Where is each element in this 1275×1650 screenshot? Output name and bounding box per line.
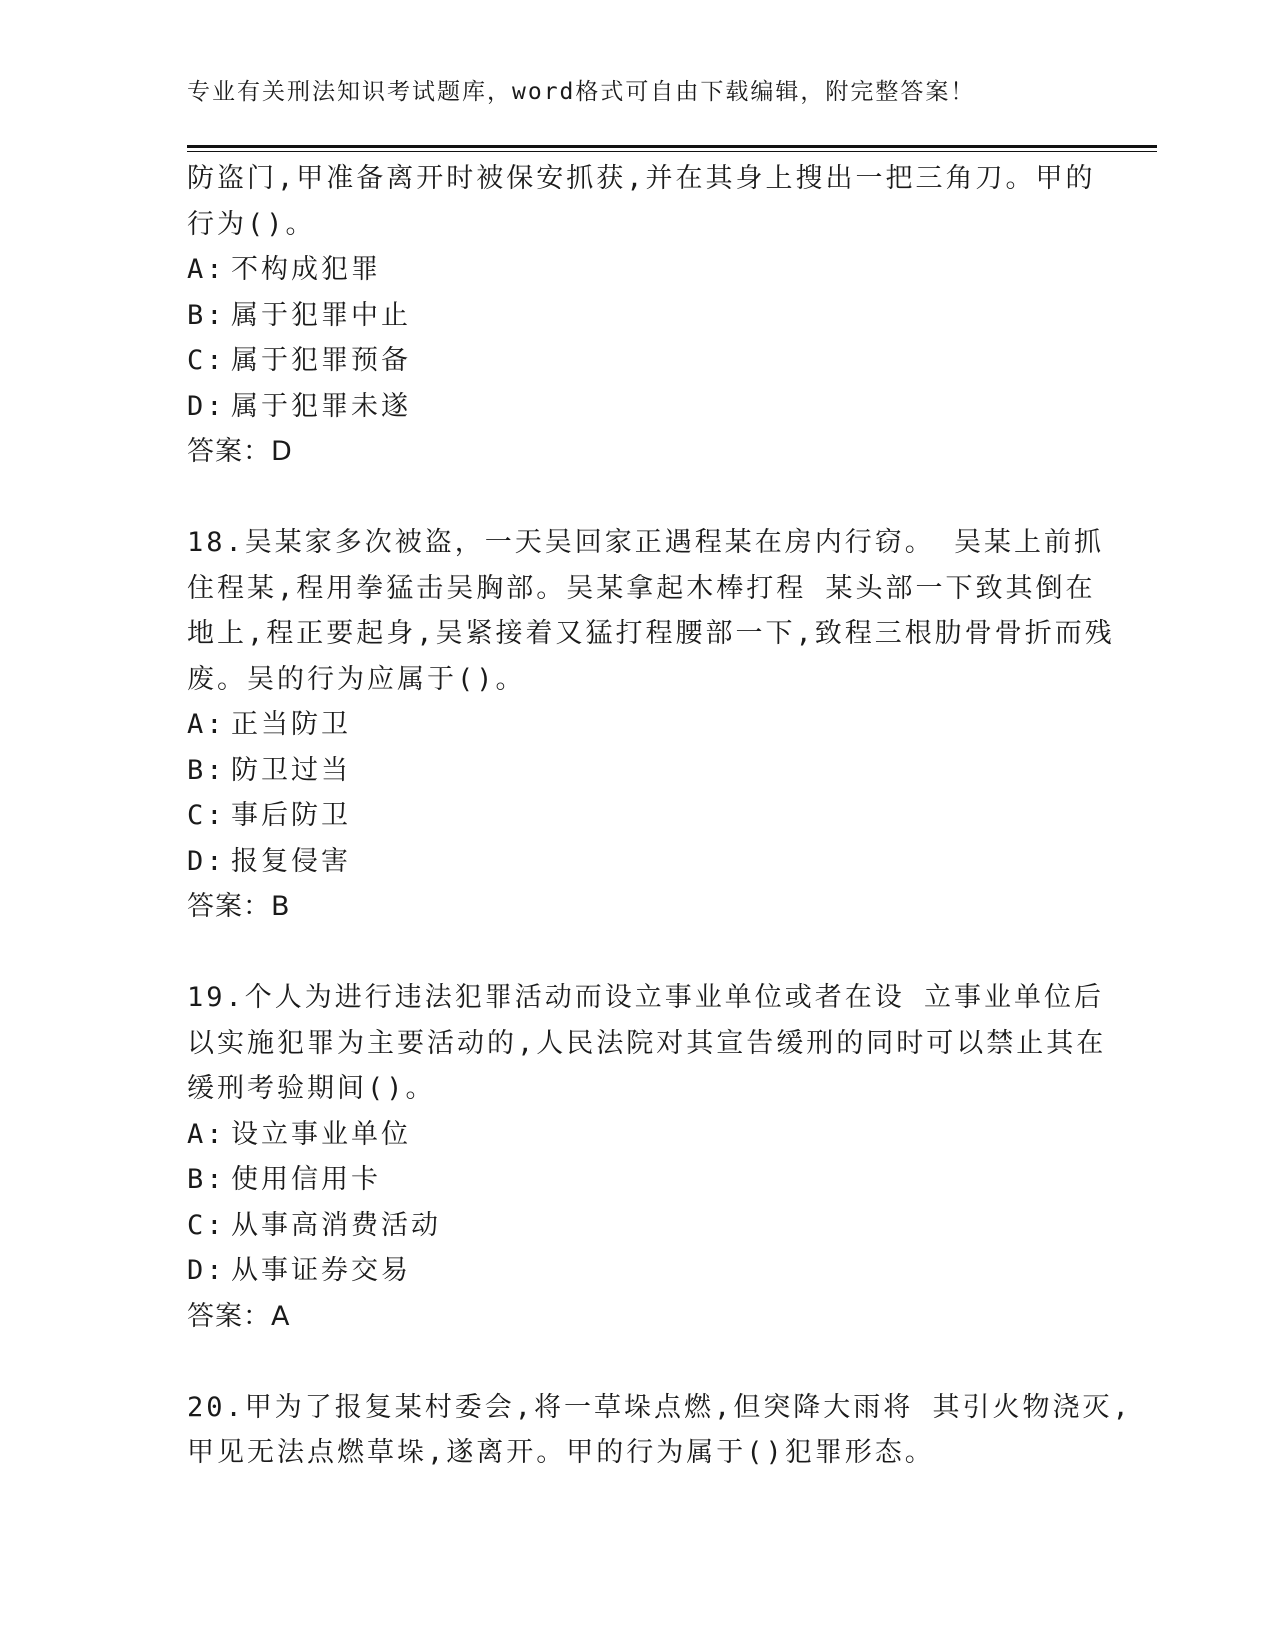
option-text: 防卫过当	[231, 754, 351, 786]
question-text-line: 19.个人为进行违法犯罪活动而设立事业单位或者在设 立事业单位后	[187, 982, 1105, 1013]
option-text: 属于犯罪中止	[231, 299, 411, 331]
option-text: 设立事业单位	[231, 1118, 411, 1150]
option-text: 不构成犯罪	[231, 254, 381, 285]
option-key: D:	[187, 845, 226, 877]
option-a	[187, 247, 1107, 293]
question-text-line: 防盗门,甲准备离开时被保安抓获,并在其身上搜出一把三角刀。甲的	[187, 163, 1096, 194]
question-list	[187, 156, 1132, 1521]
option-text: 从事高消费活动	[231, 1209, 441, 1241]
option-a	[187, 1112, 1107, 1158]
question-text-line: 20.甲为了报复某村委会,将一草垛点燃,但突降大雨将 其引火物浇灭,	[187, 1391, 1132, 1423]
option-key: A:	[187, 709, 226, 740]
option-key: A:	[187, 254, 226, 285]
option-text: 事后防卫	[231, 800, 351, 831]
question-block	[187, 156, 1107, 475]
header-rule-thick	[187, 145, 1157, 148]
question-text-line: 废。吴的行为应属于()。	[187, 663, 526, 695]
option-b	[187, 1157, 1107, 1203]
option-d	[187, 839, 1107, 885]
option-text: 报复侵害	[231, 845, 351, 877]
option-c	[187, 793, 1107, 839]
option-key: D:	[187, 390, 226, 422]
option-b	[187, 748, 1107, 794]
option-text: 属于犯罪未遂	[231, 390, 411, 422]
option-key: A:	[187, 1118, 226, 1150]
header-rule-thin	[187, 151, 1157, 152]
question-text-line: 住程某,程用拳猛击吴胸部。吴某拿起木棒打程 某头部一下致其倒在	[187, 572, 1096, 604]
question-block	[187, 1385, 1132, 1476]
question-text-line: 缓刑考验期间()。	[187, 1073, 436, 1104]
option-d	[187, 384, 1107, 430]
question-block	[187, 975, 1107, 1339]
page-header: 专业有关刑法知识考试题库，word格式可自由下载编辑，附完整答案！	[187, 79, 976, 105]
option-key: B:	[187, 754, 226, 786]
option-c	[187, 338, 1107, 384]
question-text-line: 行为()。	[187, 208, 316, 240]
option-key: C:	[187, 345, 226, 376]
option-b	[187, 293, 1107, 339]
option-key: B:	[187, 1164, 226, 1195]
option-key: C:	[187, 800, 226, 831]
option-key: B:	[187, 299, 226, 331]
answer-line: 答案：B	[187, 891, 291, 922]
option-key: C:	[187, 1209, 226, 1241]
option-a	[187, 702, 1107, 748]
question-block	[187, 520, 1115, 930]
option-key: D:	[187, 1255, 226, 1286]
option-text: 正当防卫	[231, 709, 351, 740]
option-d	[187, 1248, 1107, 1294]
answer-line: 答案：D	[187, 436, 293, 467]
option-text: 使用信用卡	[231, 1164, 381, 1195]
option-text: 属于犯罪预备	[231, 345, 411, 376]
option-c	[187, 1203, 1107, 1249]
question-text-line: 地上,程正要起身,吴紧接着又猛打程腰部一下,致程三根肋骨骨折而残	[187, 618, 1115, 649]
question-text-line: 甲见无法点燃草垛,遂离开。甲的行为属于()犯罪形态。	[187, 1437, 935, 1468]
question-text-line: 以实施犯罪为主要活动的,人民法院对其宣告缓刑的同时可以禁止其在	[187, 1027, 1107, 1059]
question-text-line: 18.吴某家多次被盗，一天吴回家正遇程某在房内行窃。 吴某上前抓	[187, 527, 1105, 558]
option-text: 从事证券交易	[231, 1255, 411, 1286]
answer-line: 答案：A	[187, 1300, 291, 1332]
